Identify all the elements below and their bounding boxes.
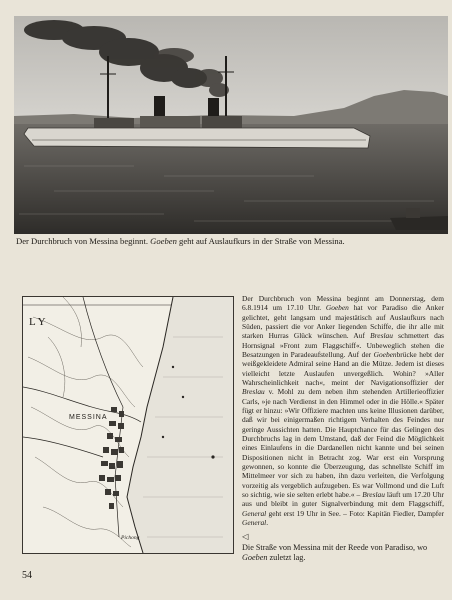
map-city-label: MESSINA	[69, 414, 108, 421]
warship-photo-image	[14, 16, 448, 234]
strait-of-messina-map	[22, 296, 234, 554]
page-number: 54	[22, 570, 32, 581]
article-paragraph: Der Durchbruch von Messina beginnt am Donnerstag, dem 6.8.1914 um 17.10 Uhr. Goeben hat vor Paradiso die Anker gelichtet, geht langsam und majestätisch auf Auslaufkurs nach Süden, passiert die vor Anker liegenden Schiffe, die ihr alle mit starken Hurras Glück wünschen. Auf Breslau schmettert das Hornsignal »Front zum Flaggschiff«. Unbeweglich stehen die Besatzungen in Paradeaufstellung. Auf der Goebenbrücke hebt der weißgekleidete Admiral seine Hand an die Mütze. Jedem ist dieses vielleicht letzte Auslaufen unvergeßlich. Wohin? »Aller Wahrscheinlichkeit nach«, meint der Navigationsoffizier der Breslau v. Mohl zu dem neben ihm stehenden Artillerieoffizier Carls, »je nach Verdienst in den Himmel oder in die Hölle.« Später fügt er hinzu: »Wir Offiziere machten uns keine Illusionen darüber, daß wir bei einigermaßen richtigem Verhalten des Feindes nur geringe Aussichten hatten. Die Hauptchance für das Gelingen des Durchbruchs lag in dem Umstand, daß der Feind die Möglichkeit eines Einlaufens in die Dardanellen nicht kannte und bei seinen Dispositionen nicht in Betracht zog. War erst ein Vorsprung gewonnen, so konnte die Überzeugung, das schnellste Schiff im Mittelmeer vor sich zu haben, ihn dazu verleiten, die Verfolgung vorzeitig als vergeblich aufzugeben. Es war Vollmond und die Luft so sichtig, wie sie selten erlebt habe.« – Breslau läuft um 17.20 Uhr aus und bleibt in guter Signalverbindung mit dem Flaggschiff, General geht erst 19 Uhr in See. – Foto: Kapitän Fiedler, Dampfer General.	[242, 294, 444, 527]
map-drawing	[23, 297, 233, 553]
map-label-top: L Y	[29, 316, 46, 328]
photo-caption-ship: Goeben	[150, 236, 177, 246]
map-caption	[242, 532, 444, 564]
left-arrow-icon: ◁	[242, 532, 249, 541]
map-caption-text: Die Straße von Messina mit der Reede von Paradiso, wo	[242, 542, 428, 552]
photo-caption-text-2: geht auf Auslaufkurs in der Straße von Messina.	[176, 236, 345, 246]
warship-photo	[14, 16, 448, 234]
map-caption-text-2: zuletzt lag.	[267, 553, 306, 562]
map-small-label: Pichong	[121, 535, 140, 541]
photo-caption-text: Der Durchbruch von Messina beginnt.	[16, 236, 151, 246]
article-body	[242, 294, 444, 527]
photo-caption	[16, 236, 448, 247]
map-caption-ship: Goeben	[242, 553, 268, 562]
